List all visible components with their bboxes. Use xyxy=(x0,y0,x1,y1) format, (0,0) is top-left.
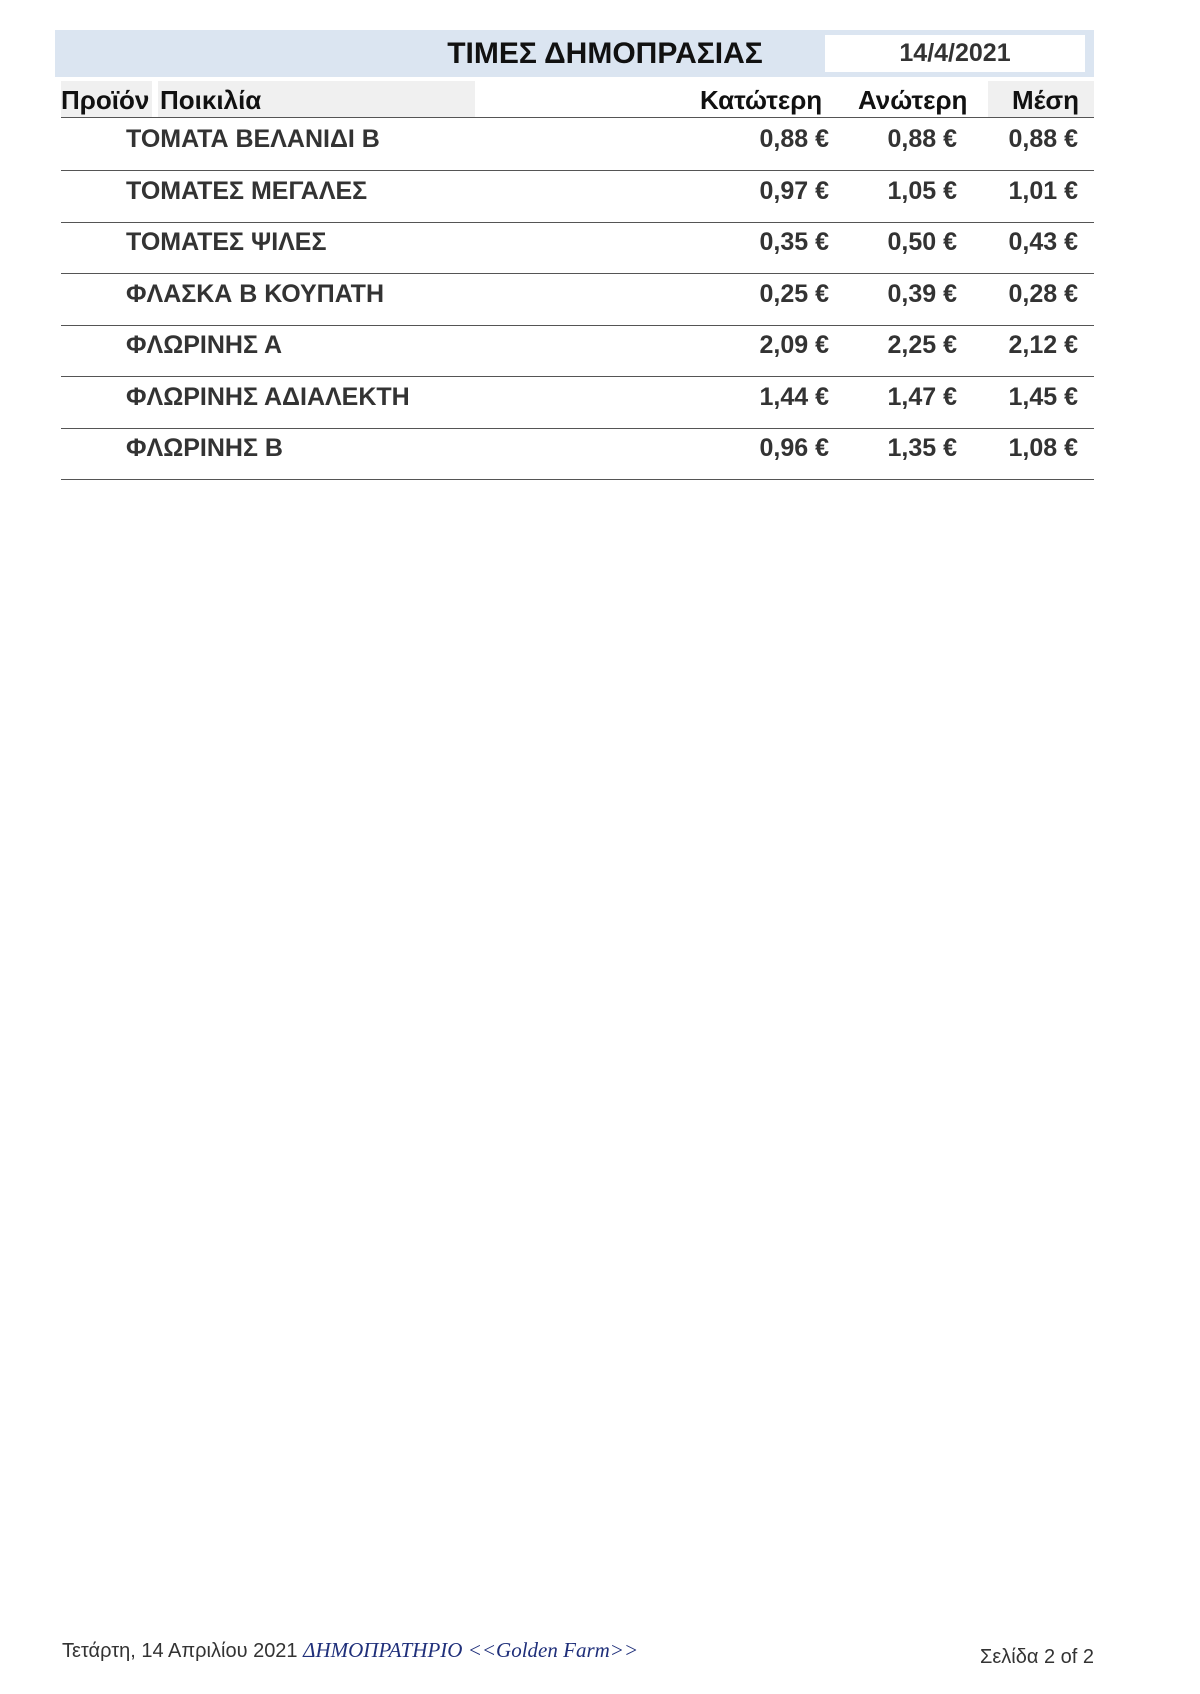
column-header-avg: Μέση xyxy=(1012,85,1080,115)
price-avg: 0,88 € xyxy=(1008,125,1078,153)
price-low: 0,25 € xyxy=(759,279,829,308)
column-header-variety: Ποικιλία xyxy=(160,85,262,115)
price-avg: 1,01 € xyxy=(1008,176,1078,205)
price-low: 0,96 € xyxy=(759,434,829,462)
table-row xyxy=(61,325,1094,377)
price-high: 0,88 € xyxy=(887,125,957,153)
price-avg: 0,28 € xyxy=(1008,279,1078,308)
table-row xyxy=(61,119,1094,171)
page-title: ΤΙΜΕΣ ΔΗΜΟΠΡΑΣΙΑΣ xyxy=(447,37,763,70)
column-header-high: Ανώτερη xyxy=(858,85,968,115)
price-low: 0,35 € xyxy=(759,228,829,256)
table-row xyxy=(61,377,1094,429)
price-low: 1,44 € xyxy=(759,382,829,411)
price-high: 1,05 € xyxy=(887,176,957,205)
product-name: ΤΟΜΑΤΑ ΒΕΛΑΝΙΔΙ Β xyxy=(126,125,380,153)
footer-date: Τετάρτη, 14 Απριλίου 2021 xyxy=(62,1640,298,1662)
price-low: 0,88 € xyxy=(759,125,829,153)
price-high: 1,35 € xyxy=(887,434,957,462)
product-name: ΦΛΩΡΙΝΗΣ ΑΔΙΑΛΕΚΤΗ xyxy=(126,382,410,411)
price-high: 0,39 € xyxy=(887,279,957,308)
table-row xyxy=(61,171,1094,223)
table-row xyxy=(61,428,1094,480)
table-row xyxy=(61,222,1094,274)
price-avg: 1,45 € xyxy=(1008,382,1078,411)
title-bar xyxy=(55,30,1094,77)
price-low: 0,97 € xyxy=(759,176,829,205)
price-low: 2,09 € xyxy=(759,331,829,359)
price-avg: 0,43 € xyxy=(1008,228,1078,256)
product-name: ΤΟΜΑΤΕΣ ΨΙΛΕΣ xyxy=(126,228,327,256)
product-name: ΦΛΩΡΙΝΗΣ Β xyxy=(126,434,283,462)
price-high: 1,47 € xyxy=(887,382,957,411)
table-row xyxy=(61,274,1094,326)
header-divider xyxy=(61,117,1094,118)
column-header-low: Κατώτερη xyxy=(700,85,823,115)
price-high: 0,50 € xyxy=(887,228,957,256)
price-avg: 1,08 € xyxy=(1008,434,1078,462)
product-name: ΦΛΑΣΚΑ Β ΚΟΥΠΑΤΗ xyxy=(126,279,384,308)
page-number: Σελίδα 2 of 2 xyxy=(979,1646,1094,1668)
product-name: ΤΟΜΑΤΕΣ ΜΕΓΑΛΕΣ xyxy=(126,176,368,205)
price-avg: 2,12 € xyxy=(1008,331,1078,359)
report-date: 14/4/2021 xyxy=(825,35,1085,72)
column-header-product: Προϊόν xyxy=(61,85,150,115)
footer-brand: ΔΗΜΟΠΡΑΤΗΡΙΟ <<Golden Farm>> xyxy=(303,1638,639,1662)
footer-left xyxy=(62,1638,638,1663)
product-name: ΦΛΩΡΙΝΗΣ Α xyxy=(126,331,283,359)
price-high: 2,25 € xyxy=(887,331,957,359)
